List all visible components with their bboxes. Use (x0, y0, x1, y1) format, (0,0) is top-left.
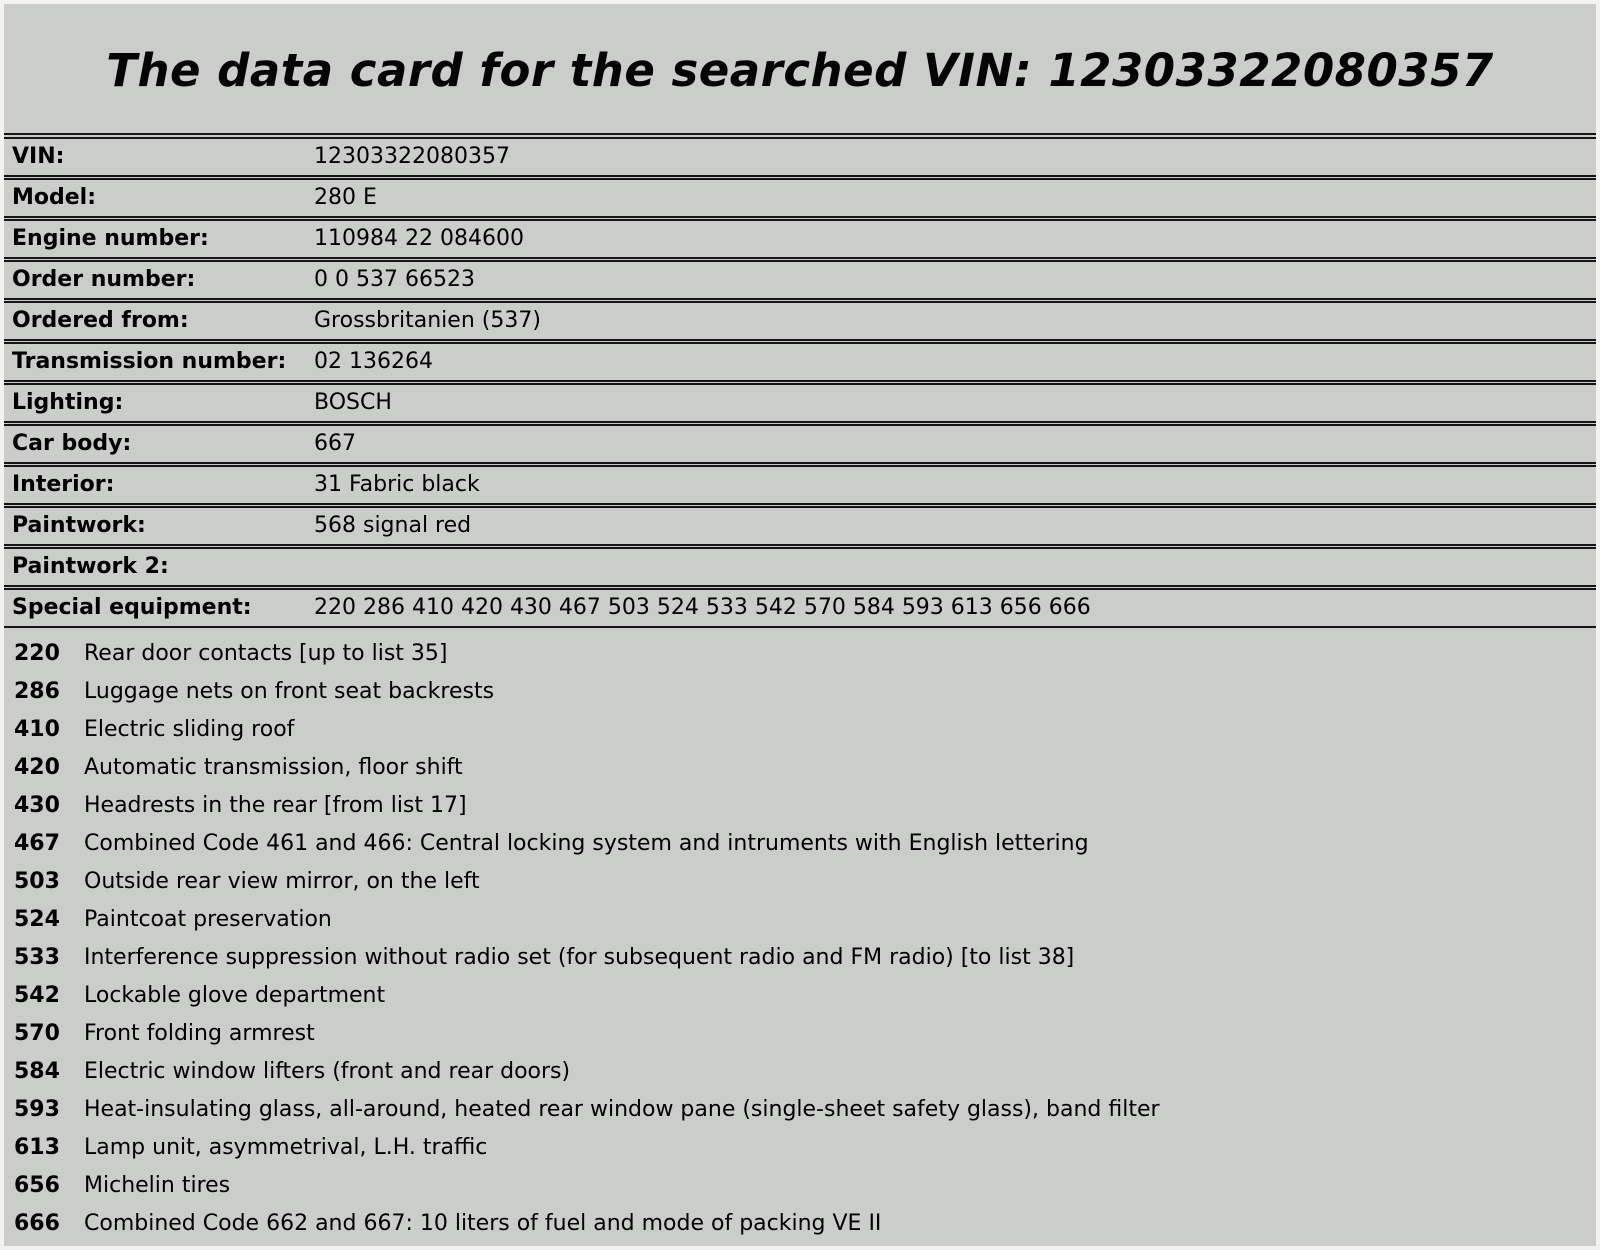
equipment-code: 613 (14, 1135, 60, 1160)
list-item (4, 673, 1596, 711)
equipment-code: 533 (14, 945, 60, 970)
equipment-code: 593 (14, 1097, 60, 1122)
equipment-description: Interference suppression without radio set (for subsequent radio and FM radio) [to list 38] (84, 946, 1075, 970)
row-value: 0 0 537 66523 (314, 260, 1596, 300)
equipment-code-list (4, 629, 1596, 1243)
data-card-page (4, 4, 1596, 1246)
page-title: The data card for the searched VIN: 12303322080357 (106, 44, 1494, 97)
row-value: 568 signal red (314, 506, 1596, 546)
row-label: Lighting: (4, 383, 314, 423)
list-item (4, 1129, 1596, 1167)
row-label: Paintwork: (4, 506, 314, 546)
equipment-description: Headrests in the rear [from list 17] (84, 794, 467, 818)
table-row (4, 547, 1596, 587)
row-label: Model: (4, 178, 314, 218)
equipment-code: 503 (14, 869, 60, 894)
row-value: 12303322080357 (314, 137, 1596, 177)
list-item (4, 787, 1596, 825)
equipment-description: Michelin tires (84, 1174, 231, 1198)
equipment-description: Outside rear view mirror, on the left (84, 870, 480, 894)
table-row (4, 383, 1596, 423)
list-item (4, 749, 1596, 787)
list-item (4, 1091, 1596, 1129)
row-label: Interior: (4, 465, 314, 505)
list-item (4, 711, 1596, 749)
row-label: Ordered from: (4, 301, 314, 341)
equipment-description: Lockable glove department (84, 984, 386, 1008)
row-label: Engine number: (4, 219, 314, 259)
list-item (4, 1053, 1596, 1091)
list-item (4, 635, 1596, 673)
equipment-code: 220 (14, 641, 60, 666)
data-card-table (4, 136, 1596, 629)
row-value: 31 Fabric black (314, 465, 1596, 505)
equipment-description: Paintcoat preservation (84, 908, 332, 932)
equipment-code: 286 (14, 679, 60, 704)
equipment-code: 467 (14, 831, 60, 856)
equipment-description: Combined Code 662 and 667: 10 liters of fuel and mode of packing VE II (84, 1212, 882, 1236)
data-card-table-wrapper (4, 133, 1596, 629)
equipment-description: Rear door contacts [up to list 35] (84, 642, 448, 666)
list-item (4, 863, 1596, 901)
row-label: Transmission number: (4, 342, 314, 382)
equipment-code: 656 (14, 1173, 60, 1198)
equipment-description: Heat-insulating glass, all-around, heated rear window pane (single-sheet safety glass), band filter (84, 1098, 1160, 1122)
table-row (4, 506, 1596, 546)
equipment-code: 666 (14, 1211, 60, 1236)
list-item (4, 1167, 1596, 1205)
list-item (4, 1015, 1596, 1053)
row-label: Order number: (4, 260, 314, 300)
equipment-code: 420 (14, 755, 60, 780)
equipment-description: Luggage nets on front seat backrests (84, 680, 495, 704)
row-value: BOSCH (314, 383, 1596, 423)
table-row (4, 301, 1596, 341)
table-row (4, 137, 1596, 177)
table-row (4, 219, 1596, 259)
row-value: 667 (314, 424, 1596, 464)
equipment-description: Front folding armrest (84, 1022, 315, 1046)
equipment-description: Combined Code 461 and 466: Central locking system and intruments with English lettering (84, 832, 1089, 856)
row-value: 220 286 410 420 430 467 503 524 533 542 570 584 593 613 656 666 (314, 588, 1596, 628)
list-item (4, 1205, 1596, 1243)
table-row (4, 260, 1596, 300)
row-value: 110984 22 084600 (314, 219, 1596, 259)
table-row (4, 465, 1596, 505)
row-label: Paintwork 2: (4, 547, 314, 587)
row-value: Grossbritanien (537) (314, 301, 1596, 341)
equipment-code: 542 (14, 983, 60, 1008)
list-item (4, 901, 1596, 939)
equipment-description: Electric window lifters (front and rear doors) (84, 1060, 571, 1084)
equipment-code: 430 (14, 793, 60, 818)
equipment-code: 524 (14, 907, 60, 932)
table-row (4, 178, 1596, 218)
row-label: Special equipment: (4, 588, 314, 628)
row-value: 280 E (314, 178, 1596, 218)
table-row (4, 424, 1596, 464)
list-item (4, 977, 1596, 1015)
equipment-code: 584 (14, 1059, 60, 1084)
equipment-code: 410 (14, 717, 60, 742)
equipment-description: Lamp unit, asymmetrival, L.H. traffic (84, 1136, 488, 1160)
row-label: Car body: (4, 424, 314, 464)
row-value: 02 136264 (314, 342, 1596, 382)
equipment-description: Automatic transmission, floor shift (84, 756, 463, 780)
row-label: VIN: (4, 137, 314, 177)
list-item (4, 825, 1596, 863)
table-row (4, 588, 1596, 628)
equipment-code: 570 (14, 1021, 60, 1046)
row-value (314, 547, 1596, 587)
table-row (4, 342, 1596, 382)
list-item (4, 939, 1596, 977)
equipment-description: Electric sliding roof (84, 718, 295, 742)
